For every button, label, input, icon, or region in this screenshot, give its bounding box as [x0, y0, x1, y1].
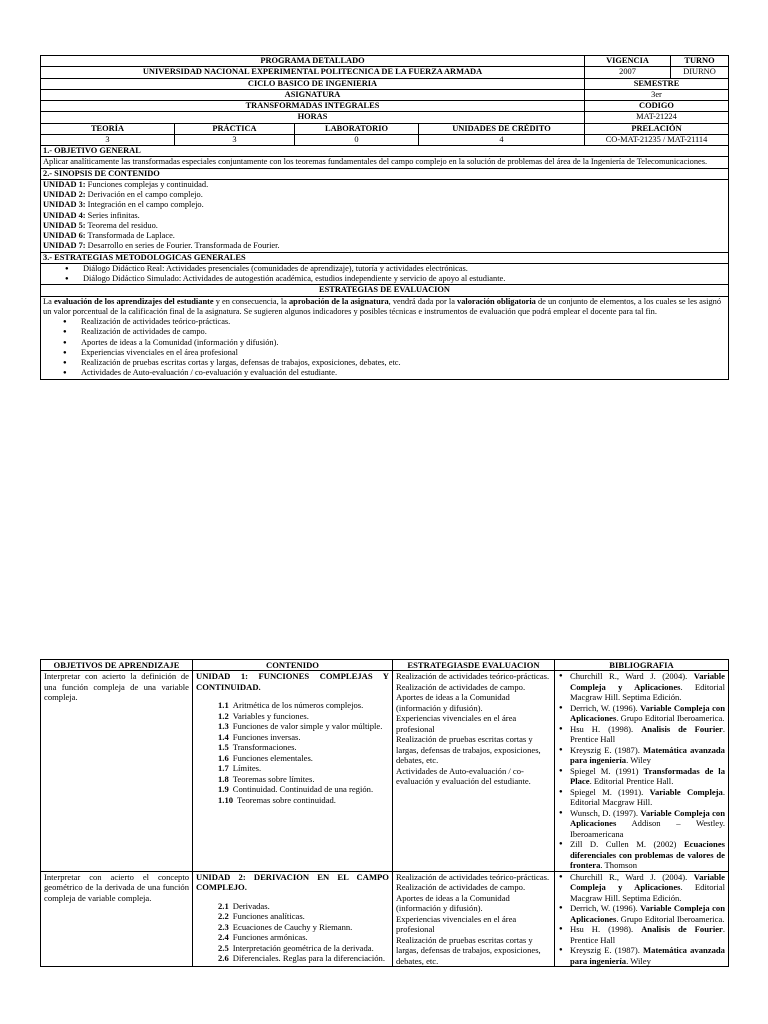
- item-text: Variables y funciones.: [232, 710, 309, 721]
- item-number: 2.1: [218, 900, 229, 911]
- bib-author: Hsu H. (1998).: [570, 723, 642, 734]
- unit-text: Transformada de Laplace.: [85, 231, 175, 240]
- item-text: Ecuaciones de Cauchy y Riemann.: [232, 921, 353, 932]
- bib-publisher: . Grupo Editorial Iberoamerica.: [616, 913, 725, 924]
- item-text: Funciones analíticas.: [232, 911, 305, 922]
- sinopsis-list: [41, 179, 729, 252]
- bib-author: Hsu H. (1998).: [570, 924, 642, 935]
- item-text: Interpretación geométrica de la derivada.: [232, 942, 374, 953]
- unit-text: Derivación en el campo complejo.: [85, 190, 203, 199]
- unit-text: Desarrollo en series de Fourier. Transformada de Fourier.: [85, 241, 280, 251]
- bib-title: Analisis de Fourier: [641, 723, 723, 734]
- program-header-table: [40, 55, 729, 380]
- hours-label: HORAS: [41, 112, 585, 123]
- list-item: ● Diálogo Didáctico Real: Actividades presenciales (comunidades de aprendizaje), tutoría y actividades electrónicas.: [83, 264, 726, 274]
- item-number: 1.6: [218, 752, 229, 763]
- item-number: 1.9: [218, 784, 229, 795]
- item-number: 1.2: [218, 710, 229, 721]
- bibliography-item: [570, 703, 725, 724]
- bib-author: Churchill R., Ward J. (2004).: [570, 671, 694, 682]
- content-item: [218, 784, 389, 794]
- bib-publisher: Addison – Westley. Iberoamericana: [570, 818, 725, 839]
- content-item: [218, 753, 389, 763]
- laboratorio-value: 0: [295, 134, 419, 145]
- unit-label: UNIDAD 7:: [43, 241, 86, 251]
- vigencia-label: VIGENCIA: [585, 56, 671, 67]
- content-cell: [193, 871, 393, 966]
- bib-publisher: . Prentice Hall: [570, 924, 725, 945]
- content-item: [218, 763, 389, 773]
- course-detail-table: [40, 659, 729, 967]
- sinopsis-unit: [43, 190, 726, 200]
- objective-cell: Interpretar con acierto la definición de una función compleja de una variable compleja.: [41, 671, 193, 871]
- objetivo-title: 1.- OBJETIVO GENERAL: [41, 146, 729, 157]
- content-item: [218, 953, 389, 963]
- bibliography-item: [570, 808, 725, 839]
- table-row: [41, 671, 729, 871]
- bib-title: Variable Compleja y Aplicaciones: [570, 671, 725, 692]
- bib-author: Spiegel M. (1991): [570, 765, 644, 776]
- content-item: [218, 700, 389, 710]
- sinopsis-unit: [43, 211, 726, 221]
- unit-text: Integración en el campo complejo.: [85, 200, 204, 210]
- unit-label: UNIDAD 5:: [43, 220, 86, 230]
- item-number: 2.6: [218, 953, 229, 964]
- objetivo-text: Aplicar analíticamente las transformadas especiales conjuntamente con los teoremas fundamentales del campo complejo en la solución de problemas del área de la Ingeniería de Telecomunicaciones.: [41, 157, 729, 168]
- sinopsis-unit: [43, 241, 726, 251]
- bib-author: Kreyszig E. (1987).: [570, 945, 644, 956]
- content-item: [218, 721, 389, 731]
- bib-publisher: . Editorial Macgraw Hill. Septima Edición.: [570, 882, 725, 903]
- item-text: Límites.: [232, 763, 262, 774]
- cycle-name: CICLO BASICO DE INGENIERIA: [41, 78, 585, 89]
- practica-value: 3: [175, 134, 295, 145]
- item-number: 1.3: [218, 721, 229, 732]
- evaluation-cell: Realización de actividades teórico-prácticas. Realización de actividades de campo. Aportes de ideas a la Comunidad (información y difusión). Experiencias vivenciales en el área profesional Realización de pruebas escritas cortas y largas, defensas de trabajos, exposiciones, debates, etc.: [393, 871, 555, 966]
- bibliography-item: [570, 872, 725, 903]
- codigo-label: CODIGO: [585, 101, 729, 112]
- item-number: 2.5: [218, 942, 229, 953]
- teoria-value: 3: [41, 134, 175, 145]
- bibliography-list: [558, 872, 725, 966]
- list-item: ● Realización de actividades teórico-prácticas.: [81, 317, 726, 327]
- item-number: 2.3: [218, 921, 229, 932]
- unit-text: Funciones complejas y continuidad.: [85, 179, 209, 189]
- table-row: [41, 871, 729, 966]
- item-text: Teoremas sobre límites.: [232, 773, 315, 784]
- sinopsis-unit: [43, 180, 726, 190]
- university-name: UNIVERSIDAD NACIONAL EXPERIMENTAL POLITECNICA DE LA FUERZA ARMADA: [41, 67, 585, 78]
- item-number: 1.4: [218, 731, 229, 742]
- creditos-label: UNIDADES DE CRÉDITO: [419, 123, 585, 134]
- codigo-value: MAT-21224: [585, 112, 729, 123]
- bib-publisher: . Grupo Editorial Iberoamerica.: [616, 713, 725, 724]
- content-item: [218, 774, 389, 784]
- bib-publisher: . Thomson: [600, 860, 637, 871]
- unit-title: UNIDAD 1: FUNCIONES COMPLEJAS Y CONTINUIDAD.: [196, 671, 389, 692]
- bib-title: Matemática avanzada para ingeniería: [570, 945, 725, 966]
- laboratorio-label: LABORATORIO: [295, 123, 419, 134]
- item-number: 2.4: [218, 932, 229, 943]
- list-item: ● Realización de actividades de campo.: [81, 327, 726, 337]
- bib-title: Variable Compleja: [649, 786, 723, 797]
- unit-text: Series infinitas.: [85, 210, 140, 220]
- unit-label: UNIDAD 1:: [43, 179, 86, 189]
- item-number: 1.10: [218, 794, 234, 805]
- content-item: [218, 795, 389, 805]
- practica-label: PRÁCTICA: [175, 123, 295, 134]
- bibliography-cell: [555, 671, 729, 871]
- content-items: [196, 901, 389, 964]
- item-text: Derivadas.: [232, 900, 270, 911]
- prelacion-value: CO-MAT-21235 / MAT-21114: [585, 134, 729, 145]
- bib-title: Analisis de Fourier: [641, 924, 723, 935]
- bibliography-item: [570, 671, 725, 702]
- estrategias-met-title: 3.- ESTRATEGIAS METODOLOGICAS GENERALES: [41, 252, 729, 263]
- estrategias-met-list: [41, 263, 729, 285]
- sinopsis-unit: [43, 221, 726, 231]
- bibliography-item: [570, 766, 725, 787]
- col-bibliografia-header: BIBLIOGRAFIA: [555, 660, 729, 671]
- unit-label: UNIDAD 4:: [43, 210, 86, 220]
- creditos-value: 4: [419, 134, 585, 145]
- item-number: 1.8: [218, 773, 229, 784]
- bib-publisher: . Editorial Macgraw Hill. Septima Edición.: [570, 681, 725, 703]
- content-items: [196, 700, 389, 805]
- vigencia-value: 2007: [585, 67, 671, 78]
- evaluacion-body: [41, 296, 729, 379]
- bib-publisher: . Prentice Hall: [570, 723, 725, 745]
- bibliography-item: [570, 903, 725, 924]
- bibliography-list: [558, 671, 725, 870]
- subject-name: TRANSFORMADAS INTEGRALES: [41, 101, 585, 112]
- unit-title: UNIDAD 2: DERIVACION EN EL CAMPO COMPLEJO.: [196, 871, 389, 893]
- list-item: ● Realización de pruebas escritas cortas y largas, defensas de trabajos, exposiciones, debates, etc.: [81, 358, 726, 368]
- list-item: ● Aportes de ideas a la Comunidad (información y difusión).: [81, 338, 726, 348]
- prelacion-label: PRELACIÓN: [585, 123, 729, 134]
- unit-label: UNIDAD 3:: [43, 200, 86, 210]
- program-title: PROGRAMA DETALLADO: [41, 56, 585, 67]
- item-text: Teoremas sobre continuidad.: [237, 794, 336, 805]
- item-number: 2.2: [218, 911, 229, 922]
- item-text: Diferenciales. Reglas para la diferenciación.: [232, 953, 385, 964]
- bibliography-item: [570, 724, 725, 745]
- evaluacion-title: ESTRATEGIAS DE EVALUACION: [41, 285, 729, 296]
- list-item: ● Experiencias vivenciales en el área profesional: [81, 348, 726, 358]
- content-item: [218, 901, 389, 911]
- item-number: 1.7: [218, 763, 229, 774]
- bib-title: Variable Compleja con Aplicaciones: [570, 807, 725, 829]
- bib-author: Derrich, W. (1996).: [570, 702, 641, 713]
- bibliography-item: [570, 839, 725, 870]
- content-item: [218, 742, 389, 752]
- bib-publisher: . Wiley: [626, 755, 651, 766]
- bib-title: Variable Compleja y Aplicaciones: [570, 871, 725, 893]
- content-cell: [193, 671, 393, 871]
- col-objetivos-header: OBJETIVOS DE APRENDIZAJE: [41, 660, 193, 671]
- item-text: Funciones inversas.: [232, 731, 301, 742]
- bib-author: Derrich, W. (1996).: [570, 903, 641, 914]
- unit-label: UNIDAD 6:: [43, 231, 86, 240]
- unit-text: Teorema del residuo.: [85, 220, 158, 230]
- evaluation-cell: Realización de actividades teórico-prácticas. Realización de actividades de campo. Aportes de ideas a la Comunidad (información y difusión). Experiencias vivenciales en el área profesional Realización de pruebas escritas cortas y largas, defensas de trabajos, exposiciones, debates, etc. Actividades de Auto-evaluación / co-evaluación y evaluación del estudiante.: [393, 671, 555, 871]
- bib-publisher: . Wiley: [626, 955, 651, 966]
- item-number: 1.5: [218, 742, 229, 753]
- bib-publisher: . Editorial Prentice Hall.: [589, 776, 674, 787]
- bib-author: Spiegel M. (1991).: [570, 786, 650, 797]
- bib-title: Transformadas de la Place: [570, 765, 725, 787]
- bibliography-cell: [555, 871, 729, 966]
- item-text: Funciones elementales.: [232, 752, 313, 763]
- evaluacion-paragraph: La evaluación de los aprendizajes del estudiante y en consecuencia, la aprobación de la asignatura, vendrá dada por la valoración obligatoria de un conjunto de elementos, a los cuales se les asignó un valor porcentual de la calificación final de la asignatura. Se sugieren algunos indicadores y posibles técnicas e instrumentos de evaluación que podrá emplear el docente para tal fin.: [43, 296, 722, 316]
- item-number: 1.1: [218, 700, 229, 711]
- bib-author: Zill D. Cullen M. (2002): [570, 839, 684, 850]
- content-item: [218, 922, 389, 932]
- list-item: ● Actividades de Auto-evaluación / co-evaluación y evaluación del estudiante.: [81, 368, 726, 378]
- subject-label: ASIGNATURA: [41, 89, 585, 100]
- bibliography-item: [570, 924, 725, 945]
- bibliography-item: [570, 945, 725, 966]
- item-text: Funciones armónicas.: [232, 932, 308, 943]
- col-evaluacion-header: ESTRATEGIASDE EVALUACION: [393, 660, 555, 671]
- bibliography-item: [570, 745, 725, 766]
- teoria-label: TEORÍA: [41, 123, 175, 134]
- list-item: ● Diálogo Didáctico Simulado: Actividades de autogestión académica, estudios independiente y servicio de apoyo al estudiante.: [83, 274, 726, 284]
- sinopsis-unit: [43, 200, 726, 210]
- col-contenido-header: CONTENIDO: [193, 660, 393, 671]
- bib-publisher: . Editorial Macgraw Hill.: [570, 786, 725, 808]
- item-text: Continuidad. Continuidad de una región.: [232, 784, 374, 795]
- content-item: [218, 711, 389, 721]
- bib-author: Wunsch, D. (1997).: [570, 807, 641, 818]
- item-text: Aritmética de los números complejos.: [232, 700, 364, 711]
- content-item: [218, 732, 389, 742]
- sinopsis-title: 2.- SINOPSIS DE CONTENIDO: [41, 168, 729, 179]
- bib-title: Matemática avanzada para ingeniería: [570, 744, 725, 766]
- content-item: [218, 943, 389, 953]
- sinopsis-unit: [43, 231, 726, 241]
- semestre-value: 3er: [585, 89, 729, 100]
- bib-author: Churchill R., Ward J. (2004).: [570, 871, 694, 882]
- content-item: [218, 911, 389, 921]
- bib-title: Ecuaciones diferenciales con problemas de valores de frontera: [570, 839, 725, 871]
- turno-value: DIURNO: [671, 67, 729, 78]
- bib-title: Variable Compleja con Aplicaciones: [570, 903, 725, 924]
- bibliography-item: [570, 787, 725, 808]
- content-item: [218, 932, 389, 942]
- item-text: Transformaciones.: [232, 742, 297, 753]
- semestre-label: SEMESTRE: [585, 78, 729, 89]
- bib-title: Variable Compleja con Aplicaciones: [570, 702, 725, 724]
- turno-label: TURNO: [671, 56, 729, 67]
- item-text: Funciones de valor simple y valor múltiple.: [232, 721, 383, 732]
- objective-cell: Interpretar con acierto el concepto geométrico de la derivada de una función compleja de variable compleja.: [41, 871, 193, 966]
- bib-author: Kreyszig E. (1987).: [570, 744, 644, 755]
- unit-label: UNIDAD 2:: [43, 190, 86, 199]
